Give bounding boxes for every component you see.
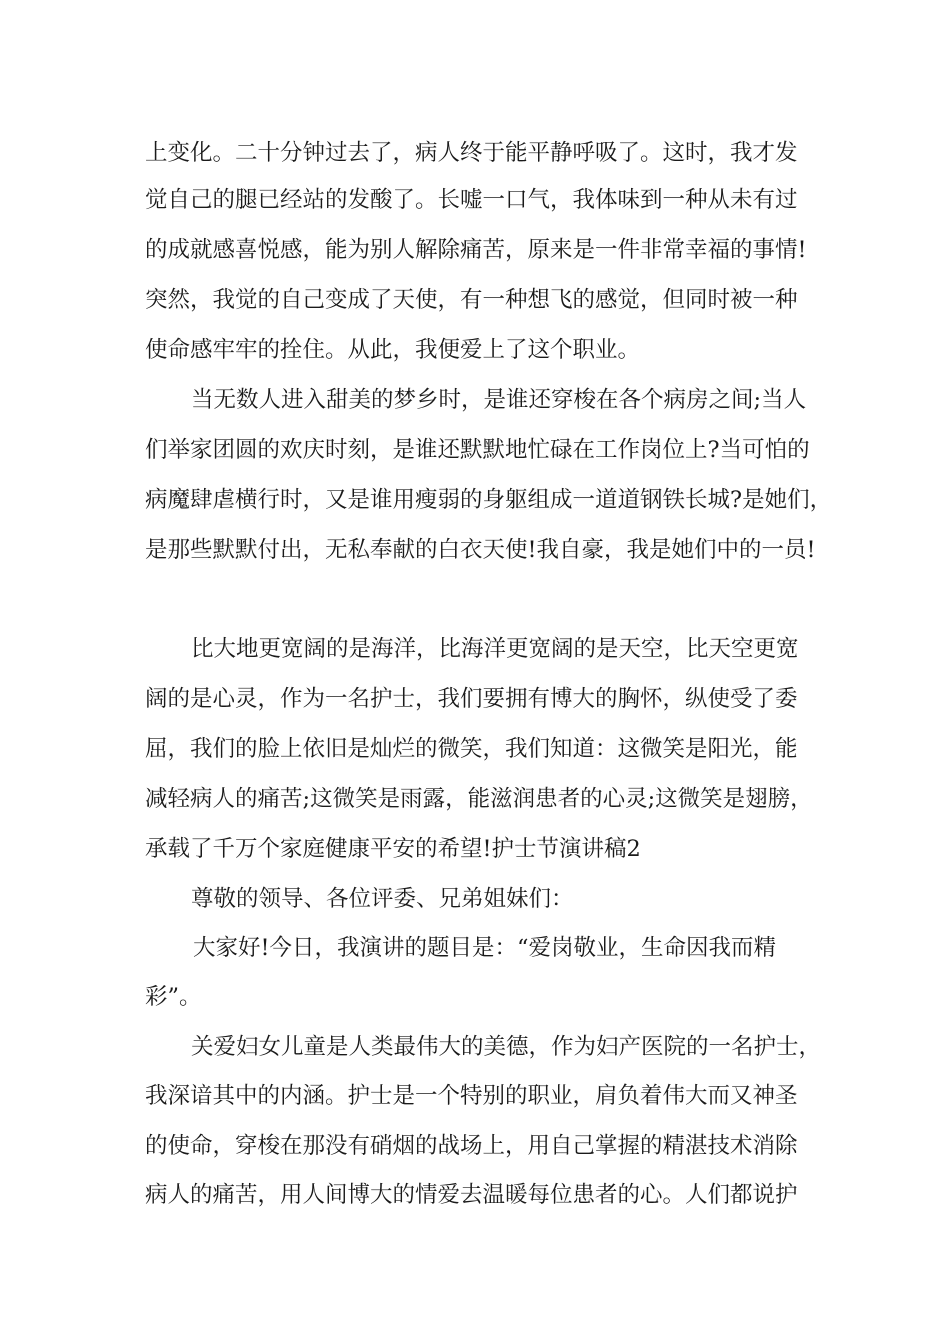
text-line: 关爱妇女儿童是人类最伟大的美德，作为妇产医院的一名护士， bbox=[191, 1034, 822, 1060]
text-line: 上变化。二十分钟过去了，病人终于能平静呼吸了。这时，我才发 bbox=[145, 140, 798, 166]
text-line: 病人的痛苦，用人间博大的情爱去温暖每位患者的心。人们都说护 bbox=[145, 1182, 798, 1208]
text-line: 突然，我觉的自己变成了天使，有一种想飞的感觉，但同时被一种 bbox=[145, 287, 798, 313]
text-line: 屈，我们的脸上依旧是灿烂的微笑，我们知道：这微笑是阳光，能 bbox=[145, 736, 798, 762]
text-line: 是那些默默付出，无私奉献的白衣天使!我自豪，我是她们中的一员! bbox=[145, 537, 816, 563]
text-line: 阔的是心灵，作为一名护士，我们要拥有博大的胸怀，纵使受了委 bbox=[145, 686, 798, 712]
text-line: 当无数人进入甜美的梦乡时，是谁还穿梭在各个病房之间;当人 bbox=[191, 387, 807, 413]
text-line: 病魔肆虐横行时，又是谁用瘦弱的身躯组成一道道钢铁长城?是她们， bbox=[145, 487, 833, 513]
text-line: 彩”。 bbox=[145, 984, 202, 1010]
text-line: 使命感牢牢的拴住。从此，我便爱上了这个职业。 bbox=[145, 337, 641, 363]
text-line: 觉自己的腿已经站的发酸了。长嘘一口气，我体味到一种从未有过 bbox=[145, 187, 798, 213]
text-line: 比大地更宽阔的是海洋，比海洋更宽阔的是天空，比天空更宽 bbox=[191, 636, 799, 662]
text-line: 尊敬的领导、各位评委、兄弟姐妹们： bbox=[191, 886, 574, 912]
text-line: 们举家团圆的欢庆时刻，是谁还默默地忙碌在工作岗位上?当可怕的 bbox=[145, 437, 810, 463]
text-line: 我深谙其中的内涵。护士是一个特别的职业，肩负着伟大而又神圣 bbox=[145, 1083, 798, 1109]
text-line: 减轻病人的痛苦;这微笑是雨露，能滋润患者的心灵;这微笑是翅膀， bbox=[145, 786, 813, 812]
text-line: 大家好!今日，我演讲的题目是：“爱岗敬业，生命因我而精 bbox=[193, 935, 777, 961]
text-line: 的使命，穿梭在那没有硝烟的战场上，用自己掌握的精湛技术消除 bbox=[145, 1133, 798, 1159]
text-line: 的成就感喜悦感，能为别人解除痛苦，原来是一件非常幸福的事情! bbox=[145, 237, 807, 263]
text-line: 承载了千万个家庭健康平安的希望!护士节演讲稿2 bbox=[145, 836, 641, 862]
